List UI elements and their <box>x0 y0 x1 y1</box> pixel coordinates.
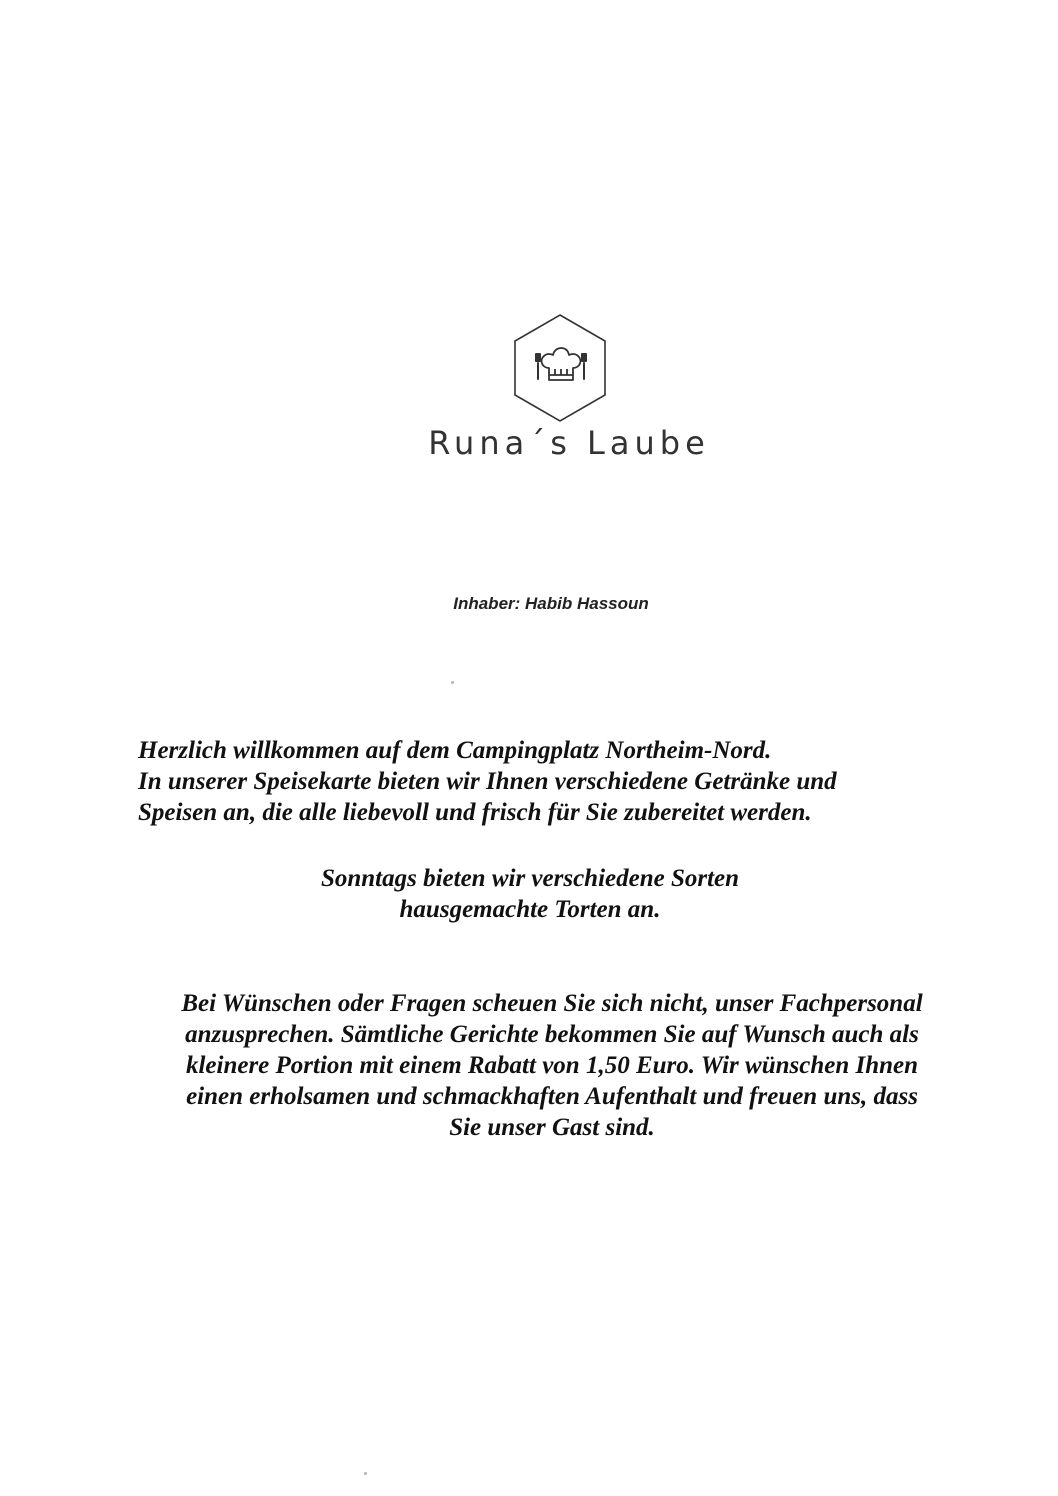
welcome-line: Speisen an, die alle liebevoll und frisch für Sie zubereitet werden. <box>138 799 812 826</box>
closing-line: kleinere Portion mit einem Rabatt von 1,50 Euro. Wir wünschen Ihnen <box>185 1052 919 1079</box>
welcome-paragraph <box>138 735 938 828</box>
closing-line: einen erholsamen und schmackhaften Aufenthalt und freuen uns, dass <box>186 1083 918 1110</box>
closing-line: Bei Wünschen oder Fragen scheuen Sie sich nicht, unser Fachpersonal <box>181 990 923 1017</box>
scan-speck <box>364 1472 367 1475</box>
welcome-line: Herzlich willkommen auf dem Campingplatz Northeim-Nord. <box>138 737 772 764</box>
welcome-line: In unserer Speisekarte bieten wir Ihnen verschiedene Getränke und <box>138 768 837 795</box>
sunday-line: Sonntags bieten wir verschiedene Sorten <box>320 865 740 892</box>
scan-speck <box>451 681 454 684</box>
owner-line: Inhaber: Habib Hassoun <box>453 594 649 613</box>
chef-hat-hexagon-icon <box>504 312 616 424</box>
sunday-cake-paragraph <box>180 863 880 925</box>
restaurant-name: Runa´s Laube <box>428 424 710 462</box>
closing-line: anzusprechen. Sämtliche Gerichte bekommen Sie auf Wunsch auch als <box>185 1021 919 1048</box>
closing-paragraph <box>132 988 972 1143</box>
closing-line: Sie unser Gast sind. <box>449 1114 655 1141</box>
sunday-line: hausgemachte Torten an. <box>399 896 661 923</box>
